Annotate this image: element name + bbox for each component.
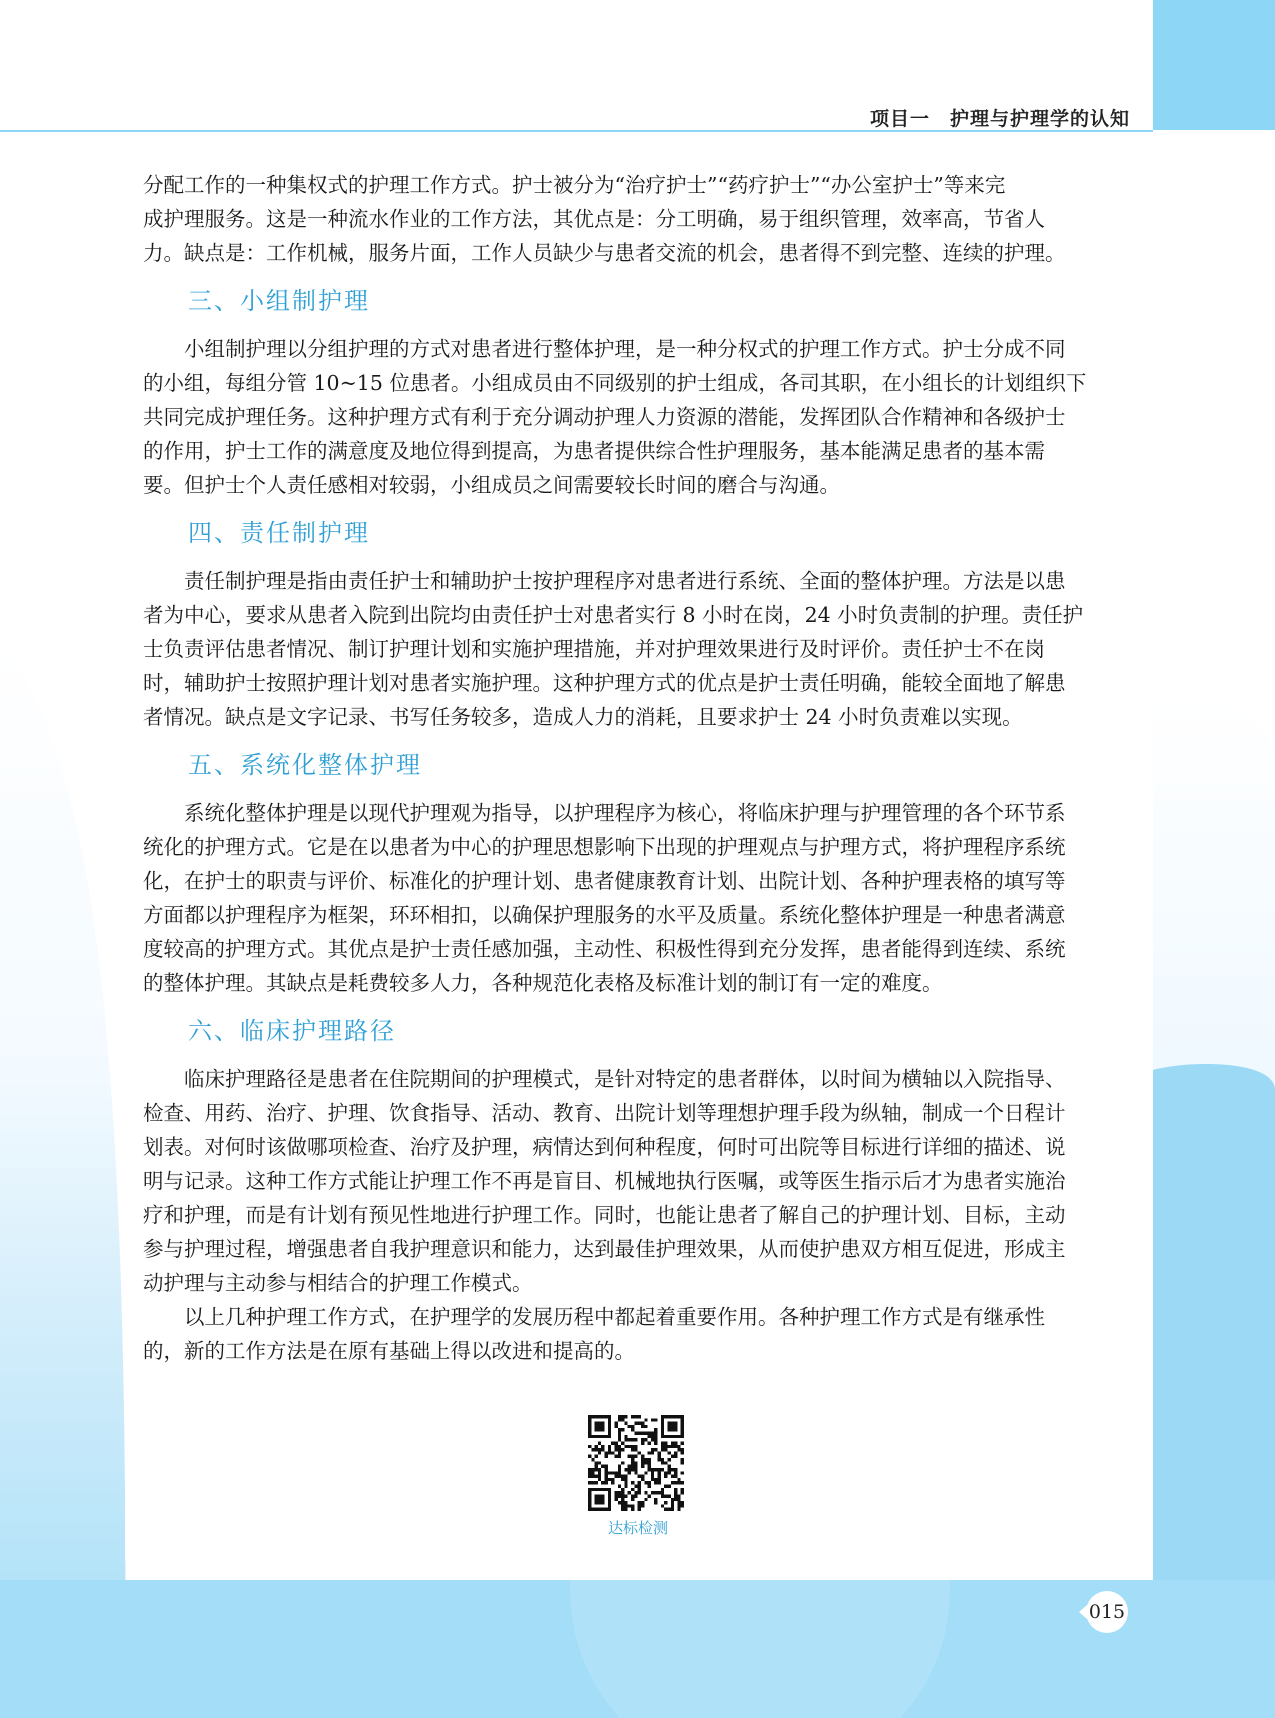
text-line: 分配工作的一种集权式的护理工作方式。护士被分为“治疗护士”“药疗护士”“办公室护士”等来完 [143,173,1006,197]
page-number: 015 [1086,1591,1128,1633]
text-line: 时，辅助护士按照护理计划对患者实施护理。这种护理方式的优点是护士责任明确，能较全面地了解患 [143,671,1066,695]
text-line: 的小组，每组分管 10~15 位患者。小组成员由不同级别的护士组成，各司其职，在小组长的计划组织下 [143,371,1087,395]
text-line: 的作用，护士工作的满意度及地位得到提高，为患者提供综合性护理服务，基本能满足患者的基本需 [143,439,1045,463]
text-line: 临床护理路径是患者在住院期间的护理模式，是针对特定的患者群体，以时间为横轴以入院指导、 [184,1067,1066,1091]
text-line: 检查、用药、治疗、护理、饮食指导、活动、教育、出院计划等理想护理手段为纵轴，制成一个日程计 [143,1101,1066,1125]
section-heading: 五、系统化整体护理 [188,751,422,779]
section-heading: 四、责任制护理 [188,519,370,547]
text-line: 士负责评估患者情况、制订护理计划和实施护理措施，并对护理效果进行及时评价。责任护士不在岗 [143,637,1045,661]
text-line: 划表。对何时该做哪项检查、治疗及护理，病情达到何种程度，何时可出院等目标进行详细的描述、说 [143,1135,1066,1159]
intro-paragraph [143,168,1133,270]
section-paragraph [143,796,1133,1000]
text-line: 以上几种护理工作方式，在护理学的发展历程中都起着重要作用。各种护理工作方式是有继承性 [184,1305,1045,1329]
text-line: 者为中心，要求从患者入院到出院均由责任护士对患者实行 8 小时在岗，24 小时负责制的护理。责任护 [143,603,1084,627]
chapter-title: 项目一 护理与护理学的认知 [869,108,1130,130]
text-line: 的，新的工作方法是在原有基础上得以改进和提高的。 [143,1339,635,1363]
corner-tab [1153,0,1275,130]
text-line: 者情况。缺点是文字记录、书写任务较多，造成人力的消耗，且要求护士 24 小时负责难以实现。 [143,705,1023,729]
text-line: 系统化整体护理是以现代护理观为指导，以护理程序为核心，将临床护理与护理管理的各个环节系 [184,801,1066,825]
qr-code-block[interactable] [588,1415,688,1538]
text-line: 参与护理过程，增强患者自我护理意识和能力，达到最佳护理效果，从而使护患双方相互促进，形成主 [143,1237,1066,1261]
section-paragraph [143,564,1133,734]
section-heading: 三、小组制护理 [188,287,370,315]
text-line: 明与记录。这种工作方式能让护理工作不再是盲目、机械地执行医嘱，或等医生指示后才为患者实施治 [143,1169,1066,1193]
text-line: 化，在护士的职责与评价、标准化的护理计划、患者健康教育计划、出院计划、各种护理表格的填写等 [143,869,1066,893]
text-line: 成护理服务。这是一种流水作业的工作方法，其优点是：分工明确，易于组织管理，效率高，节省人 [143,207,1045,231]
text-line: 要。但护士个人责任感相对较弱，小组成员之间需要较长时间的磨合与沟通。 [143,473,840,497]
text-line: 力。缺点是：工作机械，服务片面，工作人员缺少与患者交流的机会，患者得不到完整、连续的护理。 [143,241,1066,265]
closing-paragraph [143,1300,1133,1368]
text-line: 责任制护理是指由责任护士和辅助护士按护理程序对患者进行系统、全面的整体护理。方法是以患 [184,569,1066,593]
page-content [143,168,1133,1368]
section-paragraph [143,1062,1133,1300]
section-paragraph [143,332,1133,502]
text-line: 度较高的护理方式。其优点是护士责任感加强，主动性、积极性得到充分发挥，患者能得到连续、系统 [143,937,1066,961]
text-line: 统化的护理方式。它是在以患者为中心的护理思想影响下出现的护理观点与护理方式，将护理程序系统 [143,835,1066,859]
section-heading: 六、临床护理路径 [188,1017,396,1045]
text-line: 小组制护理以分组护理的方式对患者进行整体护理，是一种分权式的护理工作方式。护士分成不同 [184,337,1066,361]
text-line: 疗和护理，而是有计划有预见性地进行护理工作。同时，也能让患者了解自己的护理计划、目标，主动 [143,1203,1066,1227]
qr-caption: 达标检测 [607,1519,668,1537]
text-line: 的整体护理。其缺点是耗费较多人力，各种规范化表格及标准计划的制订有一定的难度。 [143,971,943,995]
qr-code-icon[interactable] [588,1415,684,1511]
text-line: 共同完成护理任务。这种护理方式有利于充分调动护理人力资源的潜能，发挥团队合作精神和各级护士 [143,405,1066,429]
text-line: 方面都以护理程序为框架，环环相扣，以确保护理服务的水平及质量。系统化整体护理是一种患者满意 [143,903,1066,927]
text-line: 动护理与主动参与相结合的护理工作模式。 [143,1271,533,1295]
